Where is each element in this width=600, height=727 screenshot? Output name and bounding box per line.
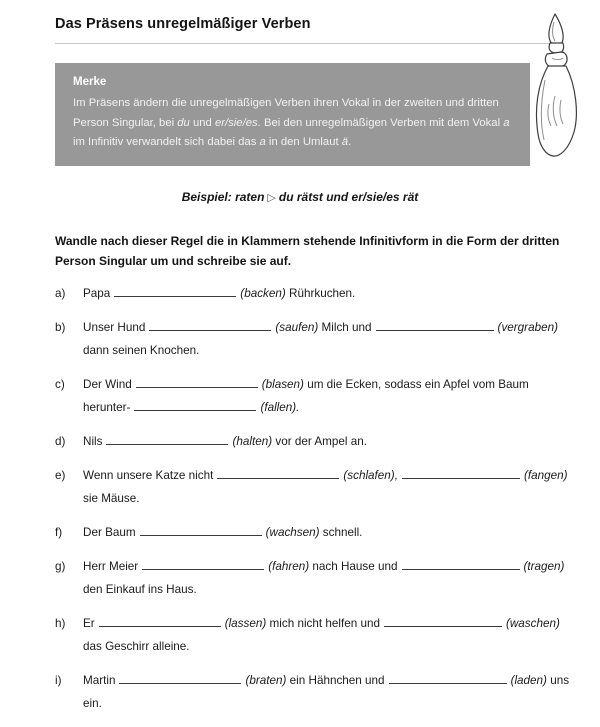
verb-hint: (fangen) <box>523 469 568 482</box>
exercise-item-e <box>55 465 595 509</box>
merke-line-3d: . <box>348 136 352 148</box>
exercise-item-c <box>55 374 595 418</box>
exercise-marker: h) <box>55 617 66 630</box>
answer-blank[interactable] <box>114 284 236 297</box>
answer-blank[interactable] <box>376 318 494 331</box>
verb-hint: (waschen) <box>505 617 560 630</box>
verb-hint: (braten) <box>245 674 287 687</box>
exercise-text-mid: Rührkuchen. <box>289 287 356 300</box>
instruction-line-2: dritten Person Singular um und schreibe sie auf. <box>55 234 560 268</box>
verb-hint: (saufen) <box>275 321 319 334</box>
exercise-marker: f) <box>55 526 63 539</box>
answer-blank[interactable] <box>384 614 502 627</box>
exercise-text-post: uns <box>550 674 570 687</box>
verb-hint: (schlafen), <box>343 469 398 482</box>
merke-em-du: du <box>177 116 190 129</box>
answer-blank[interactable] <box>402 557 520 570</box>
exercise-body <box>83 613 595 657</box>
exercise-body <box>83 556 595 600</box>
exercise-line-continued <box>83 397 595 418</box>
exercise-body <box>83 317 595 361</box>
exercise-line <box>83 283 595 304</box>
exercise-body <box>83 670 595 714</box>
exercise-marker: b) <box>55 321 66 334</box>
exercise-line <box>83 431 595 452</box>
exercise-text-pre: Unser Hund <box>83 321 146 334</box>
exercise-line <box>83 613 595 634</box>
exercise-line-continued: dann seinen Knochen. <box>83 344 200 357</box>
answer-blank[interactable] <box>136 375 258 388</box>
verb-hint: (lassen) <box>224 617 267 630</box>
exercise-marker: d) <box>55 435 66 448</box>
page-title: Das Präsens unregelmäßiger Verben <box>55 16 311 32</box>
merke-em-a2: a <box>259 136 266 148</box>
exercise-text-mid: ein Hähnchen und <box>289 674 385 687</box>
merke-em-ersiees: er/sie/es <box>214 116 258 129</box>
exercise-text-pre: Papa <box>83 287 111 300</box>
example-label: Beispiel: raten <box>181 190 265 204</box>
merke-line-2a: dritten Person Singular, bei <box>73 97 499 129</box>
answer-blank[interactable] <box>106 432 228 445</box>
instruction-text <box>55 231 560 271</box>
merke-line-2c: . Bei den unregelmäßigen Verben <box>257 116 426 129</box>
exercise-text-mid: um die Ecken, sodass ein Apfel vom Baum <box>307 378 529 391</box>
answer-blank[interactable] <box>99 614 221 627</box>
exercise-text-mid: schnell. <box>322 526 363 539</box>
exercise-body <box>83 522 595 543</box>
verb-hint: (fallen). <box>260 401 300 414</box>
answer-blank[interactable] <box>140 523 262 536</box>
verb-hint: (wachsen) <box>265 526 320 539</box>
exercise-marker: c) <box>55 378 65 391</box>
merke-heading: Merke <box>73 76 107 88</box>
exercise-text-pre-2: herunter- <box>83 401 131 414</box>
instruction-line-1: Wandle nach dieser Regel die in Klammern stehende Infinitivform in die Form der <box>55 234 519 248</box>
merke-em-a1: a <box>503 116 510 129</box>
answer-blank[interactable] <box>217 466 339 479</box>
verb-hint: (blasen) <box>261 378 304 391</box>
exercise-item-h <box>55 613 595 657</box>
answer-blank[interactable] <box>149 318 271 331</box>
exercise-marker: i) <box>55 674 62 687</box>
exercise-text-mid: vor der Ampel an. <box>275 435 367 448</box>
exercise-body <box>83 465 595 509</box>
exercise-item-d <box>55 431 595 452</box>
exercise-line <box>83 317 595 338</box>
exercise-marker: g) <box>55 560 66 573</box>
exercise-line <box>83 522 595 543</box>
exercise-item-g <box>55 556 595 600</box>
answer-blank[interactable] <box>119 671 241 684</box>
merke-line-2b: und <box>189 116 215 129</box>
exercise-line <box>83 670 595 691</box>
verb-hint: (halten) <box>232 435 273 448</box>
verb-hint: (backen) <box>240 287 286 300</box>
exercise-text-mid: mich nicht helfen und <box>269 617 380 630</box>
exercise-item-f <box>55 522 595 543</box>
exercise-list <box>55 283 595 727</box>
exercise-body <box>83 374 595 418</box>
exercise-line <box>83 556 595 577</box>
exercise-line-continued: den Einkauf ins Haus. <box>83 583 197 596</box>
exercise-text-pre: Der Wind <box>83 378 132 391</box>
exercise-text-pre: Martin <box>83 674 116 687</box>
exercise-line-continued: sie Mäuse. <box>83 492 140 505</box>
exercise-body <box>83 283 595 304</box>
merke-line-3a: mit dem Vokal <box>429 116 504 129</box>
exercise-text-pre: Er <box>83 617 95 630</box>
knotted-handkerchief-icon <box>524 8 586 160</box>
merke-body <box>73 94 512 153</box>
merke-line-1: Im Präsens ändern die unregelmäßigen Verben ihren Vokal in der zweiten und <box>73 97 465 109</box>
example-line <box>0 190 600 204</box>
triangle-arrow-icon: ▷ <box>267 192 276 204</box>
merke-box <box>55 63 530 166</box>
verb-hint: (fahren) <box>268 560 310 573</box>
exercise-text-pre: Der Baum <box>83 526 136 539</box>
exercise-text-pre: Herr Meier <box>83 560 139 573</box>
exercise-text-mid: Milch und <box>321 321 372 334</box>
exercise-text-mid: nach Hause und <box>312 560 398 573</box>
merke-line-3c: in den Umlaut <box>265 136 342 148</box>
answer-blank[interactable] <box>389 671 507 684</box>
exercise-item-i <box>55 670 595 714</box>
exercise-item-b <box>55 317 595 361</box>
title-divider <box>55 43 552 44</box>
exercise-marker: e) <box>55 469 66 482</box>
verb-hint: (laden) <box>510 674 547 687</box>
exercise-marker: a) <box>55 287 66 300</box>
exercise-text-pre: Wenn unsere Katze nicht <box>83 469 214 482</box>
example-result: du rätst und er/sie/es rät <box>278 190 419 204</box>
answer-blank[interactable] <box>402 466 520 479</box>
exercise-line <box>83 465 595 486</box>
merke-line-3b: im Infinitiv verwandelt sich dabei das <box>73 136 260 148</box>
exercise-text-pre: Nils <box>83 435 103 448</box>
merke-em-umlaut: ä <box>341 136 349 148</box>
answer-blank[interactable] <box>134 398 256 411</box>
verb-hint: (vergraben) <box>497 321 558 334</box>
exercise-item-a <box>55 283 595 304</box>
exercise-body <box>83 431 595 452</box>
exercise-line <box>83 374 595 395</box>
verb-hint: (tragen) <box>523 560 565 573</box>
answer-blank[interactable] <box>142 557 264 570</box>
exercise-line-continued: das Geschirr alleine. <box>83 640 190 653</box>
exercise-line-continued: ein. <box>83 697 102 710</box>
